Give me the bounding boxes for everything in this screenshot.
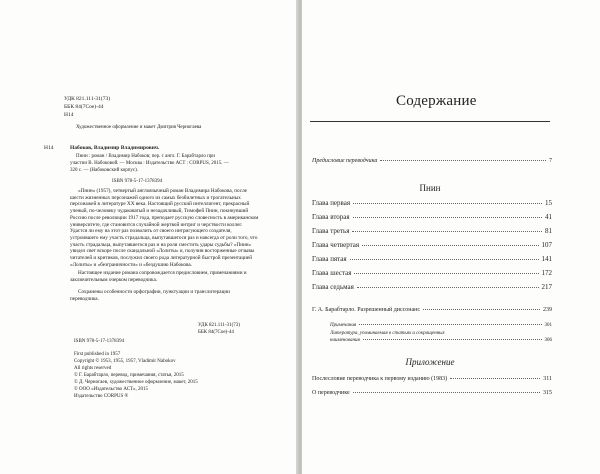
toc-entry-label: Г. А. Барабтарло. Разрешенный диссонанс xyxy=(312,307,421,313)
toc-entry-label: Глава первая xyxy=(312,199,351,207)
spelling-note: Сохранены особенности орфографии, пунктуации и транслитерации переводчика. xyxy=(70,289,230,302)
copyright-line: Издательство CORPUS ® xyxy=(74,394,129,399)
leader-dots xyxy=(423,309,540,310)
leader-dots xyxy=(354,273,538,274)
copyright-line: © Д. Черногаев, художественное оформление, макет, 2015 xyxy=(74,380,198,385)
toc-entry-literature[interactable] xyxy=(330,338,552,343)
annotation-text: «Пнин» (1957), четвертый англоязычный роман Владимира Набокова, после шести жизненных персонажей одного из самых безбилетных и трогательных персонажей в литературе XX века. Настоящий русский интеллигент, прекрасный ученый, по-человеку чудаковатый и незадачливый, Тимофей Пнин, покинувший Россию после революции 1917 года, преподает русскую словесность в американском университете, где становится случайной жертвой интриг и черствости коллег. Удастся ли ему на этот раз позволить от своего интригующего создателя, устроившего ему участь страдальца, выпутавшегося раз и навсегда от роли того, что участь страдальца, выпутавшегося раз и на роли сместить удары судьбы? «Пнин» увидел свет вскоре после скандальной «Лолиты» и, получив восторженные отзывы читателей и критиков, послужил своего рода литературной быстрой презентацией «Лолиты» и «безграничности» и «бездушию Набокова. xyxy=(70,188,259,268)
leader-dots xyxy=(380,160,546,161)
toc-entry-essay[interactable] xyxy=(312,307,552,313)
contents-page xyxy=(302,0,600,474)
toc-entry-literature-line: Литература, упоминаемая в статьях и сокращенных xyxy=(330,331,445,336)
bbk-code-2: ББК 84(7Сoe)-44 xyxy=(198,330,234,335)
toc-entry-notes[interactable] xyxy=(330,323,552,328)
toc-entry-page: 301 xyxy=(544,323,552,328)
section-heading-appendix: Приложение xyxy=(405,357,455,367)
toc-entry-preface[interactable] xyxy=(312,158,552,164)
toc-entry-label: О переводчике xyxy=(312,390,350,396)
toc-entry-chapter-1[interactable] xyxy=(312,200,552,207)
toc-entry-label: Глава седьмая xyxy=(312,283,354,291)
copyright-line: © Г. Барабтарло, перевод, примечания, статья, 2015 xyxy=(74,373,184,378)
leader-dots xyxy=(357,287,539,288)
toc-entry-page: 7 xyxy=(549,158,552,164)
section-heading-pnin: Пнин xyxy=(419,183,441,193)
toc-entry-label: наименования xyxy=(330,338,360,343)
copyright-line: Copyright © 1953, 1955, 1957, Vladimir Nabokov xyxy=(74,359,176,364)
design-credit: Художественное оформление и макет Дмитрия Черногаева xyxy=(76,125,202,130)
toc-entry-page: 81 xyxy=(545,227,552,235)
toc-entry-label: Предисловие переводчика xyxy=(312,158,378,164)
leader-dots xyxy=(352,231,542,232)
biblio-line-3: 320 с. — (Набоковский корпус). xyxy=(70,168,139,173)
annotation-text-2: Настоящее издание романа сопровождается предисловием, примечаниями и заключительным очерком переводчика. xyxy=(70,270,247,283)
toc-entry-label: Глава пятая xyxy=(312,255,347,263)
leader-dots xyxy=(353,217,542,218)
toc-entry-label: Послесловие переводчика к первому изданию (1983) xyxy=(312,376,448,382)
biblio-line-1: Пнин : роман / Владимир Набоков; пер. с англ. Г. Барабтарло при xyxy=(76,154,215,159)
toc-entry-label: Глава четвертая xyxy=(312,241,360,249)
toc-entry-chapter-3[interactable] xyxy=(312,228,552,235)
toc-entry-label: Глава третья xyxy=(312,227,350,235)
toc-entry-chapter-7[interactable] xyxy=(312,284,552,291)
leader-dots xyxy=(359,324,541,325)
leader-dots xyxy=(363,339,542,340)
toc-entry-chapter-2[interactable] xyxy=(312,214,552,221)
toc-entry-page: 172 xyxy=(541,269,552,277)
toc-entry-afterword[interactable] xyxy=(312,376,552,382)
toc-entry-page: 311 xyxy=(543,376,552,382)
bbk-code: ББК 84(7Сoe)-44 xyxy=(64,104,104,110)
leader-dots xyxy=(350,259,539,260)
leader-dots xyxy=(353,203,542,204)
toc-entry-page: 41 xyxy=(545,213,552,221)
toc-entry-page: 239 xyxy=(543,307,552,313)
imprint-page xyxy=(0,0,298,474)
toc-entry-page: 315 xyxy=(543,390,552,396)
leader-dots xyxy=(353,392,540,393)
copyright-line: All rights reserved xyxy=(74,366,112,371)
toc-entry-about[interactable] xyxy=(312,390,552,396)
toc-entry-chapter-5[interactable] xyxy=(312,256,552,263)
toc-entry-chapter-4[interactable] xyxy=(312,242,552,249)
isbn-line: ISBN 978-5-17-1378394 xyxy=(74,339,125,344)
isbn-center: ISBN 978-5-17-1378394 xyxy=(112,179,163,184)
toc-entry-label: Примечания xyxy=(330,323,357,328)
page-title: Содержание xyxy=(396,93,477,109)
toc-entry-chapter-6[interactable] xyxy=(312,270,552,277)
author-heading: Набоков, Владимир Владимирович. xyxy=(70,145,160,151)
toc-entry-page: 306 xyxy=(544,338,552,343)
toc-entry-page: 15 xyxy=(545,199,552,207)
udk-code: УДК 821.111-31(73) xyxy=(64,96,111,102)
leader-dots xyxy=(362,245,538,246)
leader-dots xyxy=(450,378,540,379)
toc-entry-page: 141 xyxy=(541,255,552,263)
cutter-side: Н14 xyxy=(44,145,54,151)
copyright-line: © ООО «Издательство АСТ», 2015 xyxy=(74,387,149,392)
toc-entry-label: Глава вторая xyxy=(312,213,350,221)
toc-entry-page: 217 xyxy=(541,283,552,291)
biblio-line-2: участии В. Набоковой. — Москва : Издательство АСТ : CORPUS, 2015. — xyxy=(70,161,229,166)
cutter-code: Н14 xyxy=(64,112,74,118)
toc-entry-page: 107 xyxy=(541,241,552,249)
copyright-line: First published in 1957 xyxy=(74,352,121,357)
divider xyxy=(310,121,550,122)
udk-code-2: УДК 821.111-31(73) xyxy=(198,323,240,328)
toc-entry-label: Глава шестая xyxy=(312,269,352,277)
